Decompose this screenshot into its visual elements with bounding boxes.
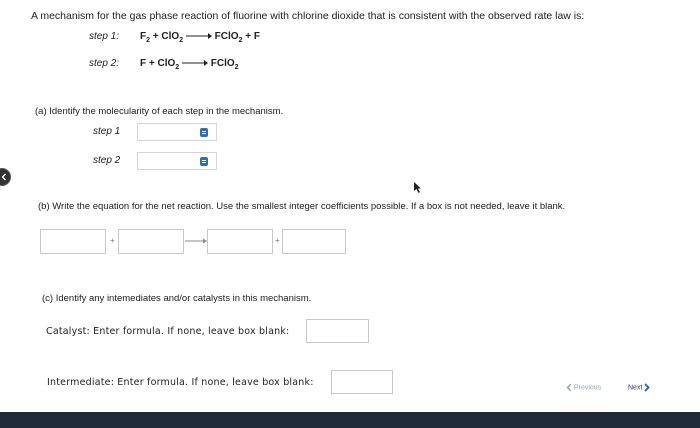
- chevron-left-icon: [566, 383, 572, 392]
- reaction-arrow-icon: [185, 237, 207, 245]
- chevron-right-icon: [644, 383, 650, 392]
- catalyst-label: Catalyst: Enter formula. If none, leave box blank:: [46, 326, 290, 337]
- chevron-left-icon: [1, 173, 7, 181]
- part-c-prompt: (c) Identify any intemediates and/or catalysts in this mechanism.: [42, 293, 312, 304]
- step1-equation: $F_2 + ClO_2$ FClO$_2$ + F: [140, 31, 260, 44]
- intermediate-input[interactable]: [331, 370, 393, 394]
- catalyst-input[interactable]: [306, 319, 369, 343]
- question-intro: A mechanism for the gas phase reaction of fluorine with chlorine dioxide that is consistent with the observed rate law is:: [31, 10, 585, 22]
- reaction-arrow-icon: [182, 59, 208, 67]
- bottom-toolbar: [0, 412, 700, 428]
- step1-molecularity-select[interactable]: [137, 123, 217, 141]
- part-b-prompt: (b) Write the equation for the net reaction. Use the smallest integer coefficients possible. If a box is not needed, leave it blank.: [38, 201, 566, 212]
- step1-label: step 1:: [89, 31, 120, 42]
- step2-molecularity-select[interactable]: [137, 152, 217, 170]
- part-a-step1-label: step 1: [93, 126, 121, 137]
- next-button[interactable]: Next: [628, 383, 650, 392]
- reaction-arrow-icon: [186, 32, 212, 40]
- net-product-1-input[interactable]: [207, 229, 273, 254]
- dropdown-icon: [200, 128, 208, 137]
- plus-sign: +: [275, 236, 280, 245]
- mouse-cursor-icon: [414, 182, 422, 193]
- net-product-2-input[interactable]: [282, 229, 346, 254]
- previous-button[interactable]: Previous: [566, 383, 601, 392]
- intermediate-label: Intermediate: Enter formula. If none, leave box blank:: [47, 377, 314, 388]
- dropdown-icon: [200, 157, 208, 166]
- net-reactant-1-input[interactable]: [40, 229, 106, 254]
- part-a-step2-label: step 2: [93, 155, 121, 166]
- plus-sign: +: [110, 236, 115, 245]
- collapse-tab[interactable]: [0, 168, 11, 186]
- part-a-prompt: (a) Identify the molecularity of each step in the mechanism.: [35, 106, 284, 117]
- net-reactant-2-input[interactable]: [118, 229, 184, 254]
- step2-equation: F + ClO$_2$ FClO$_2$: [140, 58, 239, 71]
- step2-label: step 2:: [89, 58, 120, 69]
